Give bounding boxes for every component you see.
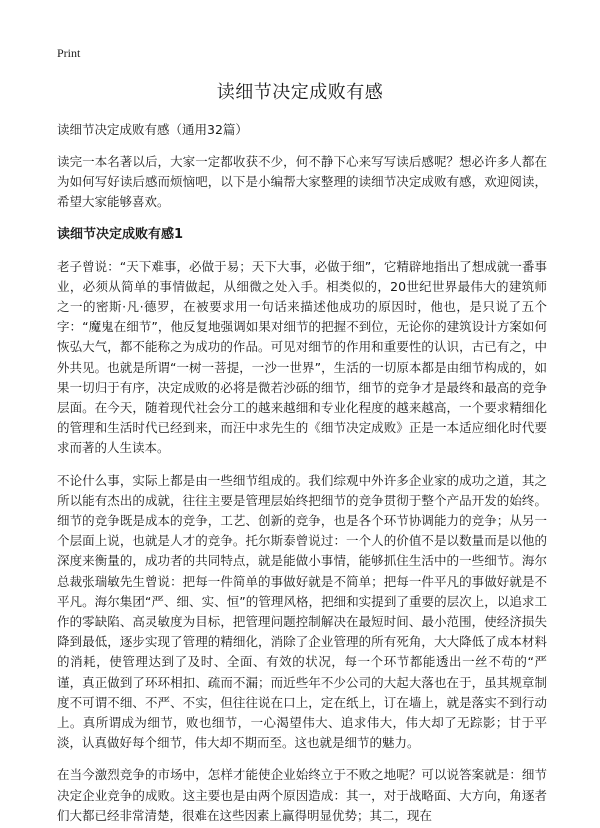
body-paragraph-3: 在当今激烈竞争的市场中，怎样才能使企业始终立于不败之地呢？可以说答案就是：细节决定企业竞争的成败。这主要也是由两个原因造成：其一，对于战略面、大方向，角逐者们大都已经非常清楚，很难在这些因素上赢得明显优势；其二，现在: [57, 767, 547, 823]
body-paragraph-1: 老子曾说：“天下难事，必做于易；天下大事，必做于细”，它精辟地指出了想成就一番事业，必须从简单的事情做起，从细微之处入手。相类似的，20世纪世界最伟大的建筑师之一的密斯·凡·德罗，在被要求用一句话来描述他成功的原因时，他也，是只说了五个字：“魔鬼在细节”，他反复地强调如果对细节的把握不到位，无论你的建筑设计方案如何恢弘大气，都不能称之为成功的作品。可见对细节的作用和重要性的认识，古已有之，中外共见。也就是所谓“一树一菩提，一沙一世界”，生活的一切原本都是由细节构成的，如果一切归于有序，决定成败的必将是微若沙砾的细节，细节的竞争才是最终和最高的竞争层面。在今天，随着现代社会分工的越来越细和专业化程度的越来越高，一个要求精细化的管理和生活时代已经到来，而汪中求先生的《细节决定成败》正是一本适应细化时代要求而著的人生读本。: [57, 258, 547, 456]
section-heading: 读细节决定成败有感1: [57, 226, 184, 242]
article-body: [57, 120, 547, 828]
page-title: 读细节决定成败有感: [216, 82, 384, 103]
print-link[interactable]: Print: [57, 46, 81, 60]
body-paragraph-2: 不论什么事，实际上都是由一些细节组成的。我们综观中外许多企业家的成功之道，其之所以能有杰出的成就，往往主要是管理层始终把细节的竞争贯彻于整个产品开发的始终。细节的竞争既是成本的竞争，工艺、创新的竞争，也是各个环节协调能力的竞争；从另一个层面上说，也就是人才的竞争。托尔斯泰曾说过：一个人的价值不是以数量而是以他的深度来衡量的，成功者的共同特点，就是能做小事情，能够抓住生活中的一些细节。海尔总裁张瑞敏先生曾说：把每一件简单的事做好就是不简单；把每一件平凡的事做好就是不平凡。海尔集团“严、细、实、恒”的管理风格，把细和实提到了重要的层次上，以追求工作的零缺陷、高灵敏度为目标，把管理问题控制解决在最短时间、最小范围，使经济损失降到最低，逐步实现了管理的精细化，消除了企业管理的所有死角，大大降低了成本材料的消耗，使管理达到了及时、全面、有效的状况，每一个环节都能透出一丝不苟的“严谨，真正做到了环环相扣、疏而不漏；而近些年不少公司的大起大落也在于，虽其规章制度不可谓不细、不严、不实，但往往说在口上，定在纸上，订在墙上，就是落实不到行动上。真所谓成为细节，败也细节，一心渴望伟大、追求伟大，伟大却了无踪影；甘于平淡，认真做好每个细节，伟大却不期而至。这也就是细节的魅力。: [57, 472, 547, 751]
intro-paragraph: 读完一本名著以后，大家一定都收获不少，何不静下心来写写读后感呢？想必许多人都在为如何写好读后感而烦恼吧，以下是小编帮大家整理的读细节决定成败有感，欢迎阅读，希望大家能够喜欢。: [57, 154, 547, 210]
article-subtitle: 读细节决定成败有感（通用32篇）: [57, 122, 248, 137]
